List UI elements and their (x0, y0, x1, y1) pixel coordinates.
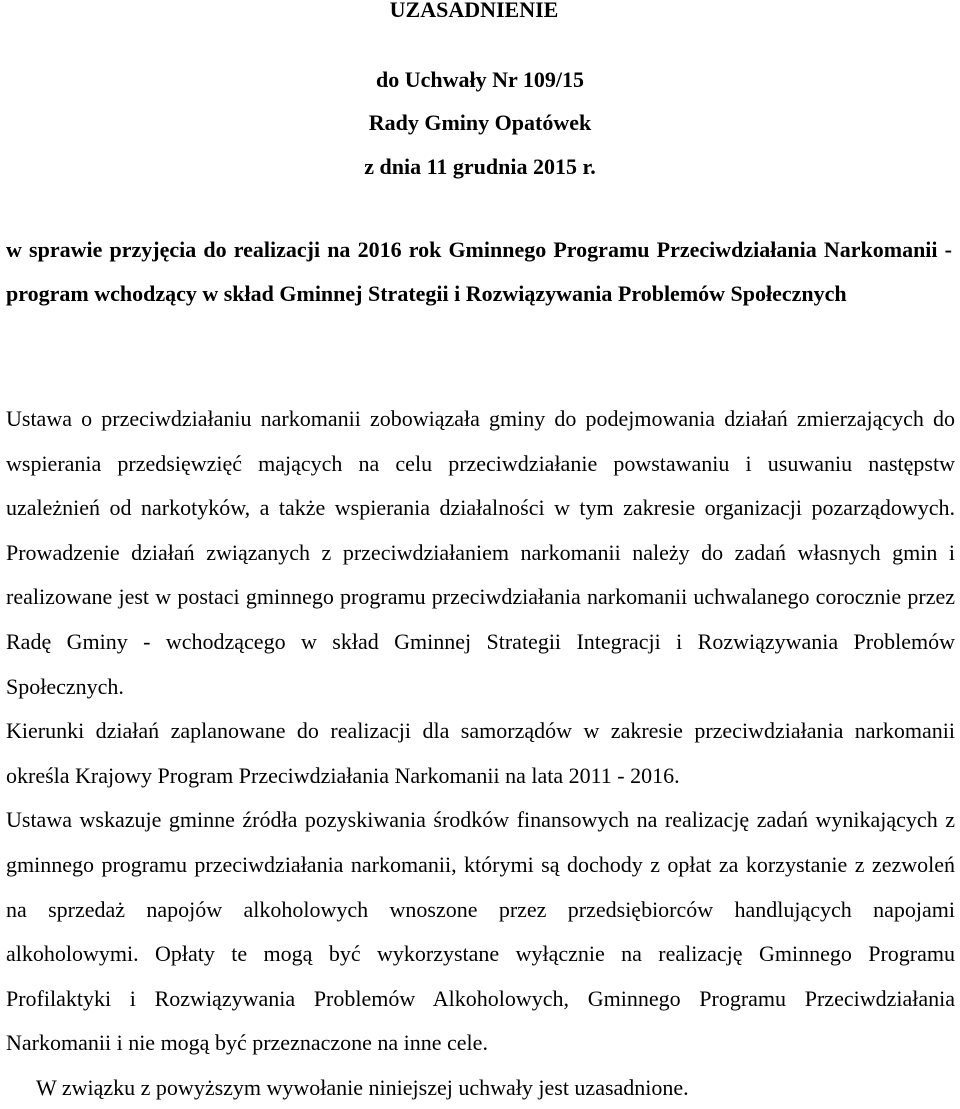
document-title: UZASADNIENIE (389, 0, 559, 22)
resolution-number: do Uchwały Nr 109/15 (376, 67, 584, 92)
resolution-subject: w sprawie przyjęcia do realizacji na 2016 rok Gminnego Programu Przeciwdziałania Narkomanii - program wchodzący w skład Gminnej Strategii i Rozwiązywania Problemów Społecznych (6, 237, 952, 306)
paragraph-statute-obligations: Ustawa o przeciwdziałaniu narkomanii zobowiązała gminy do podejmowania działań zmierzających do wspierania przedsięwzięć mających na celu przeciwdziałanie powstawaniu i usuwaniu następstw uzależnień od narkotyków, a także wspierania działalności w tym zakresie organizacji pozarządowych. Prowadzenie działań związanych z przeciwdziałaniem narkomanii należy do zadań własnych gmin i realizowane jest w postaci gminnego programu przeciwdziałania narkomanii uchwalanego corocznie przez Radę Gminy - wchodzącego w skład Gminnej Strategii Integracji i Rozwiązywania Problemów Społecznych. (6, 406, 955, 699)
resolution-date: z dnia 11 grudnia 2015 r. (364, 154, 596, 179)
closing-statement: W związku z powyższym wywołanie niniejszej uchwały jest uzasadnione. (36, 1075, 689, 1100)
paragraph-funding-sources: Ustawa wskazuje gminne źródła pozyskiwania środków finansowych na realizację zadań wynikających z gminnego programu przeciwdziałania narkomanii, którymi są dochody z opłat za korzystanie z zezwoleń na sprzedaż napojów alkoholowych wnoszone przez przedsiębiorców handlujących napojami alkoholowymi. Opłaty te mogą być wykorzystane wyłącznie na realizację Gminnego Programu Profilaktyki i Rozwiązywania Problemów Alkoholowych, Gminnego Programu Przeciwdziałania Narkomanii i nie mogą być przeznaczone na inne cele. (6, 807, 955, 1056)
paragraph-national-program: Kierunki działań zaplanowane do realizacji dla samorządów w zakresie przeciwdziałania narkomanii określa Krajowy Program Przeciwdziałania Narkomanii na lata 2011 - 2016. (6, 718, 955, 788)
justification-body (6, 397, 955, 1066)
council-name: Rady Gminy Opatówek (368, 110, 592, 135)
